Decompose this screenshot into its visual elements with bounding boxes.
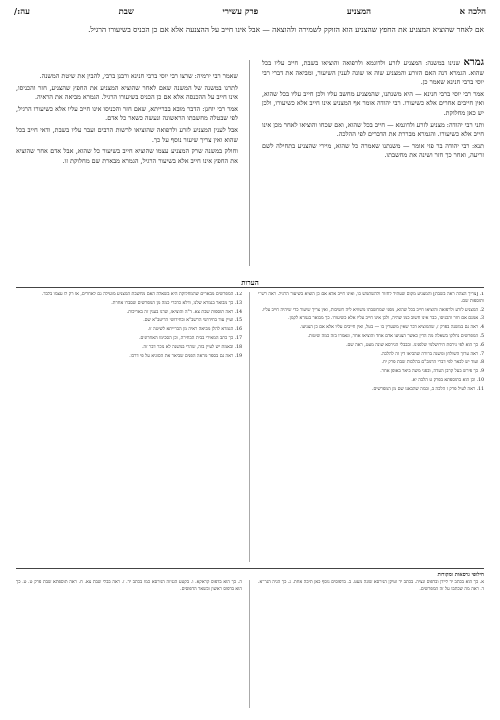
gemara-paragraph: אבל לענין המצניע לזרע ולרפואה שהוציאו לרשות הרבים ועבר עליו בשבת, ודאי חייב בכל שהוא ואין צריך שיעור נוסף על כך. [16,125,238,144]
header-halacha: הלכה א [459,7,486,17]
gemara-paragraph: אמר רבי יוחנן: הדבר מובא בברייתא, שאם חזר והכניסו אינו חייב עליו אלא כשיעורו הרגיל, לפי שבטלה מחשבתו הראשונה ונעשה כשאר כל אדם. [16,104,238,123]
note-item: 17. כך כתב המאירי בבית הבחירה, וכן הסכימו האחרונים. [139,335,242,341]
notes-right-column [258,292,484,564]
note-item: 2. המצניע לזרע ולרפואה והוציאו חייב בכל שהוא, מפני שמחשבתו משוויא ליה חשיבות, ואין צריך שיעור כדי שיהיה חייב עליו. [261,307,484,313]
notes-title: הערות [241,278,259,287]
note-item: 7. ראה ערוך השולחן ומשנה ברורה שהביאו דין זה להלכה. [380,351,484,357]
variants-divider [249,580,250,708]
notes-rule [16,287,484,288]
variants-title: חילופי גרסאות ומקורות [437,572,484,578]
gemara-paragraph: שנינו במשנה: המצניע לזרע ולדוגמא ולרפואה והוציאו בשבת, חייב עליו בכל שהוא. הגמרא דנה האם הזורע והמצניע שוה או שונה לענין השיעור, ומביאה את דברי רבי יוסי ברבי חנינא שאמר כן. [262,59,484,87]
gemara-paragraph: לתרנו במשנה של המשנה שאם לאחר שהוציא המצניע את החפץ שהצניע, חזר והכניסו, אינו חייב על ההכנסה אלא אם כן הכניס בשיעורו הרגיל. הגמרא מביאה את הראיה. [16,83,238,102]
gemara-right-column [262,58,484,268]
note-item: 18. ובאמת יש לעיין בזה, שהרי במשנה לא נזכר דבר זה. [142,344,242,350]
note-item: 4. ראה גם במשנה בפרק ז, שהמוציא דבר שאין משערין בו — בטל, ואין חייבים עליו אלא אם כן הצניעו. [299,325,484,331]
header-chapter-title: המצניע [346,7,372,17]
gemara-left-column [16,72,238,268]
variant-item: ה. כך הוא בדפוס קראקא. ו. בקטע הגניזה הגירסא כמו בכתב יד. ז. ראה בבלי שבת צא. ח. ראה תוספתא שבת פרק ט. ט. כך הוא בדפוס ראשון ובשאר הדפוסים. [16,580,242,592]
bottom-rule [16,568,484,569]
note-item: 9. כך פירש בעל קרבן העדה, ובפני משה ביאר באופן אחר. [380,369,484,375]
note-item: 16. הגמרא להלן מביאה ראיה מן הברייתא לשיטה זו. [147,327,242,333]
header-chapter-number: פרק עשירי [222,7,259,17]
header-folio: עה:/ [14,7,30,17]
header-tractate: שבת [118,7,134,17]
gemara-label: גמרא [463,58,484,68]
variants-left-column [16,580,242,710]
running-header [14,6,486,20]
note-item: 10. וכן הוא בתוספתא בפרק ט הלכה יא. [411,377,484,383]
note-item: 15. ועיין עוד בחידושי הרשב"א ובחידושי הריטב"א שם. [143,318,242,324]
column-divider [249,60,250,266]
notes-left-column [16,292,242,564]
note-item: 8. ועוד יש לבאר לפי דברי הרמב"ם בהלכות שבת פרק יח. [381,360,484,366]
gemara-paragraph: תנא: רבי יהודה בר פזי אומר — משנתנו שאמרה כל שהוא, מיירי שהצניע בתחילה לשם זריעה, ואחר כך חזר ושינה את מחשבתו. [262,141,484,160]
gemara-paragraph: וחולק במשנה שרק המצניע עצמו שהוציא חייב בשיעור כל שהוא, אבל אדם אחר שהוציא את החפץ אינו חייב אלא בשיעור הרגיל, הגמרא מבארת שם מחלוקת זו. [16,147,238,165]
gemara-paragraph: ותני רבי יהודה: מצניע לזרע ולדוגמא — חייב בכל שהוא, ואם שכחו והוציאו לאחר מכן אינו חייב אלא כשיעורו. והגמרא מבררת את הדברים לפי ההלכה. [262,120,484,139]
note-item: 11. ראה לעיל פרק ז הלכה ב, ובמה שהבאנו שם מן המפרשים. [371,386,484,392]
note-item: 6. כך הוא לפי גירסת הירושלמי שלפנינו. ובבבלי הגירסא שונה מעט, ראה שם. [346,342,484,348]
variant-item: א. כך הוא בכתב יד ליידן ובדפוס ונציה. בכתב יד וטיקן הגירסא שונה מעט. ב. בדפוסים נוסף כאן תיבה אחת. ג. כך הגיה הגר"א. ד. ראה מה שכתבו על זה המפרשים. [258,580,484,592]
note-item: 1. [צריך הצהה ראה בשבת] והמצניע מקום שעתיד לחזור ולהשתמש בו, ואינו חייב אלא אם כן הוציא בשיעור הרגיל. ראה רש"י ותוספות שם. [258,292,484,304]
note-item: 13. כך מבואר בגמרא שלנו, ודלא כדברי כמה מן המפרשים שסברו אחרת. [111,300,242,306]
mishnah-text: אם לאחר שהוציא המצניע את החפץ שהצניע הוא הזוקק לשמירה ולהוצאה — אבל אינו חייב על ההצנעה אלא אם כן הכניס בשיעורו הרגיל. [88,25,484,34]
gemara-paragraph: אמר רבי יוסי ברבי חנינא — היא משנתנו, שהמצניע מחשב עליו ולכן חייב עליו בכל שהוא, ואין חייבים אחרים אלא כשיעורו. רבי יהודה אומר אף המצניע אינו חייב אלא כשיעורו, ולכן יש כאן מחלוקת. [262,89,484,117]
note-item: 5. המפרשים נחלקו בשאלה מה הדין כאשר הצניעו אדם אחד והוציאו אחר, ונאמרו בזה כמה שיטות. [307,333,484,339]
note-item: 19. ראה גם בספר מראה הפנים שביאר את הסוגיא על פי דרכו. [129,353,242,359]
variants-right-column [258,580,484,710]
note-item: 14. ראה תוספות שבת צא. ד"ה והוציאו, שדנו בענין זה באריכות. [126,309,242,315]
notes-divider [249,292,250,562]
note-item: 3. אמנם אם חזר והכניסו, כבר אינו חשוב כמו שהיה, ולכן אינו חייב עליו אלא כשיעורו. כך מבואר בגמרא לקמן. [288,316,484,322]
gemara-paragraph: שאמר רבי ירמיה: שרצו רבי יוסי ברבי חנינא ורבנן ברבי, להבין את שיטת המשנה. [39,72,238,80]
note-item: 12. המפרשים מבארים שהמחלוקת היא בשאלה האם מחשבת המצניע מועילה גם לאחרים, או רק לו עצמו בלבד. [41,292,242,297]
